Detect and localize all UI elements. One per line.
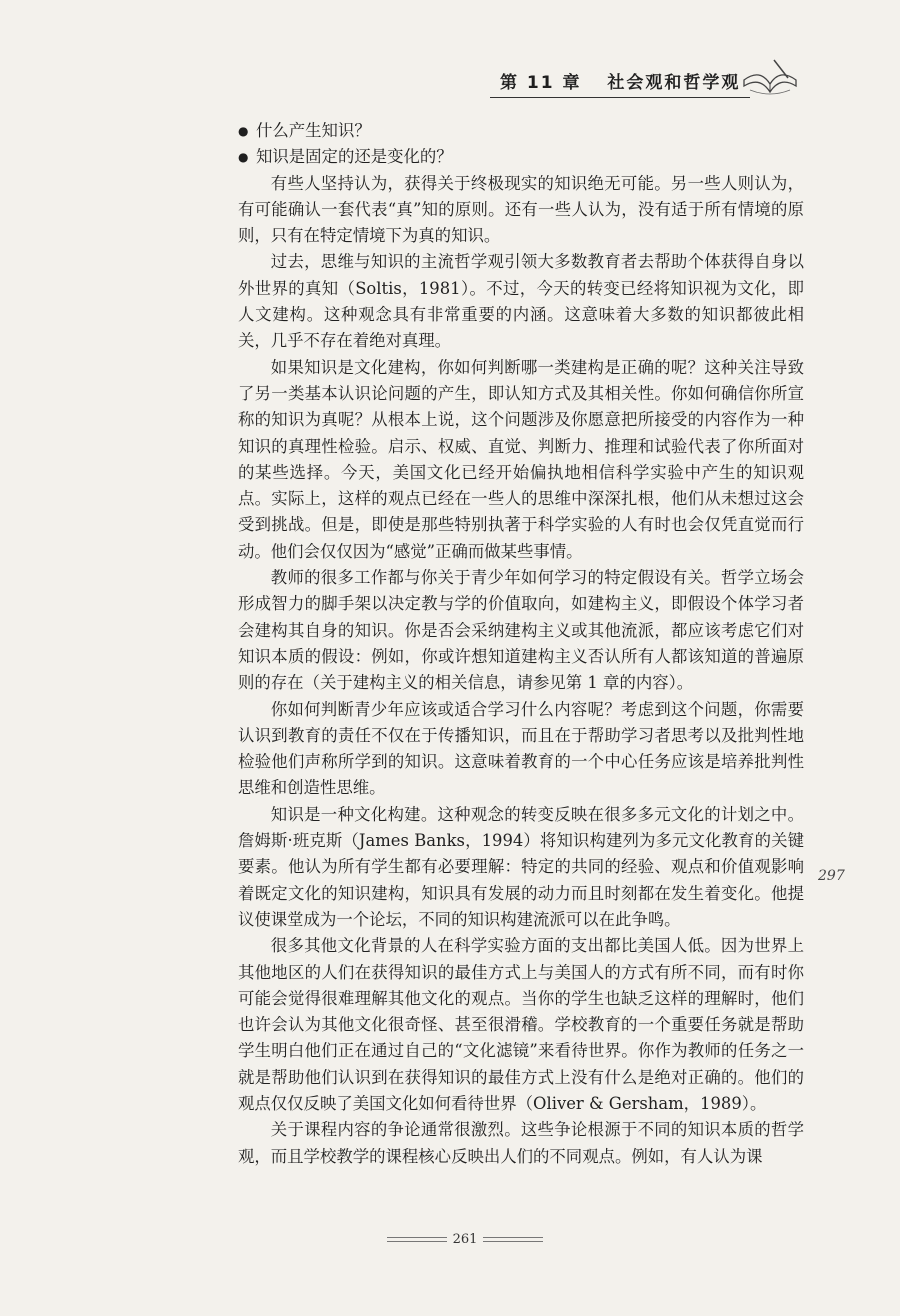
paragraph: 过去，思维与知识的主流哲学观引领大多数教育者去帮助个体获得自身以外世界的真知（Soltis，1981）。不过，今天的转变已经将知识视为文化，即人文建构。这种观念具有非常重要的内涵。这意味着大多数的知识都彼此相关，几乎不存在着绝对真理。 [238,252,804,351]
paragraph: 教师的很多工作都与你关于青少年如何学习的特定假设有关。哲学立场会形成智力的脚手架以决定教与学的价值取向，如建构主义，即假设个体学习者会建构其自身的知识。你是否会采纳建构主义或其他流派，都应该考虑它们对知识本质的假设：例如，你或许想知道建构主义否认所有人都该知道的普遍原则的存在（关于建构主义的相关信息，请参见第 1 章的内容）。 [238,568,804,693]
chapter-label: 第 11 章 [500,73,582,93]
footer-ornament-left [387,1237,447,1242]
paragraph: 你如何判断青少年应该或适合学习什么内容呢？考虑到这个问题，你需要认识到教育的责任不仅在于传播知识，而且在于帮助学习者思考以及批判性地检验他们声称所学到的知识。这意味着教育的一个中心任务应该是培养批判性思维和创造性思维。 [238,699,804,798]
footer-ornament-right [483,1237,543,1242]
paragraph: 很多其他文化背景的人在科学实验方面的支出都比美国人低。因为世界上其他地区的人们在获得知识的最佳方式上与美国人的方式有所不同，而有时你可能会觉得很难理解其他文化的观点。当你的学生也缺乏这样的理解时，他们也许会认为其他文化很奇怪、甚至很滑稽。学校教育的一个重要任务就是帮助学生明白他们正在通过自己的“文化滤镜”来看待世界。你作为教师的任务之一就是帮助他们认识到在获得知识的最佳方式上没有什么是绝对正确的。他们的观点仅仅反映了美国文化如何看待世界（Oliver & Gersham，1989）。 [238,936,804,1113]
chapter-title: 社会观和哲学观 [607,73,741,93]
bullet-item: ● 什么产生知识？ [238,118,804,144]
header-rule [490,97,750,98]
paragraph: 如果知识是文化建构，你如何判断哪一类建构是正确的呢？这种关注导致了另一类基本认识论问题的产生，即认知方式及其相关性。你如何确信你所宣称的知识为真呢？从根本上说，这个问题涉及你愿意把所接受的内容作为一种知识的真理性检验。启示、权威、直觉、判断力、推理和试验代表了你所面对的某些选择。今天，美国文化已经开始偏执地相信科学实验中产生的知识观点。实际上，这样的观点已经在一些人的思维中深深扎根，他们从未想过这会受到挑战。但是，即使是那些特别执著于科学实验的人有时也会仅凭直觉而行动。他们会仅仅因为“感觉”正确而做某些事情。 [238,357,804,561]
body-text [238,118,804,1170]
page-footer [330,1232,600,1247]
open-book-icon [740,50,800,102]
paragraph: 知识是一种文化构建。这种观念的转变反映在很多多元文化的计划之中。詹姆斯·班克斯（James Banks，1994）将知识构建列为多元文化教育的关键要素。他认为所有学生都有必要理解：特定的共同的经验、观点和价值观影响着既定文化的知识建构，知识具有发展的动力而且时刻都在发生着变化。他提议使课堂成为一个论坛，不同的知识构建流派可以在此争鸣。 [238,804,804,929]
paragraph: 有些人坚持认为，获得关于终极现实的知识绝无可能。另一些人则认为，有可能确认一套代表“真”知的原则。还有一些人认为，没有适于所有情境的原则，只有在特定情境下为真的知识。 [238,173,804,246]
page-number: 261 [452,1232,478,1247]
paragraph: 关于课程内容的争论通常很激烈。这些争论根源于不同的知识本质的哲学观，而且学校教学的课程核心反映出人们的不同观点。例如，有人认为课 [238,1120,804,1166]
bullet-item: ● 知识是固定的还是变化的？ [238,144,804,170]
margin-page-number: 297 [818,868,845,884]
running-header [500,68,740,93]
